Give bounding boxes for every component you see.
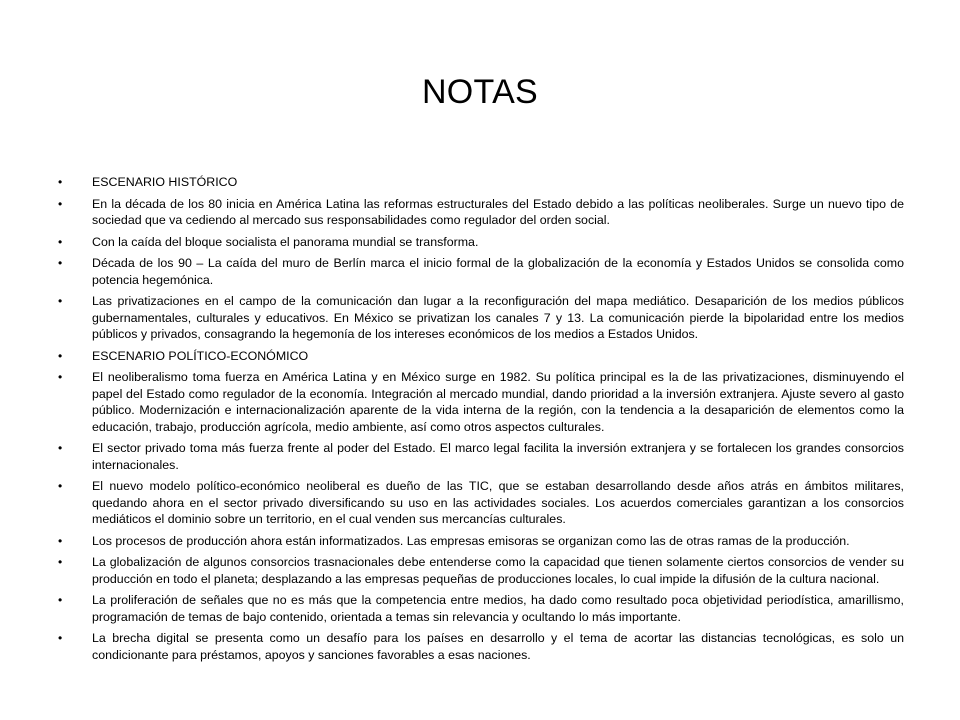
bullet-dot-icon: • bbox=[58, 555, 63, 569]
bullet-text: El nuevo modelo político-económico neoliberal es dueño de las TIC, que se estaban desarrollando desde años atrás en ámbitos militares, quedando ahora en el sector privado diversificando su uso en las actividades sociales. Los acuerdos comerciales garantizan a los consorcios mediáticos el dominio sobre un territorio, en el cual venden sus mercancías culturales. bbox=[92, 479, 904, 526]
bullet-item bbox=[58, 255, 904, 288]
bullet-text: El sector privado toma más fuerza frente al poder del Estado. El marco legal facilita la inversión extranjera y se fortalecen los grandes consorcios internacionales. bbox=[92, 441, 904, 472]
bullet-text: ESCENARIO POLÍTICO-ECONÓMICO bbox=[92, 348, 309, 363]
bullet-dot-icon: • bbox=[58, 441, 63, 455]
bullet-item bbox=[58, 234, 904, 251]
bullet-item bbox=[58, 369, 904, 435]
bullet-dot-icon: • bbox=[58, 631, 63, 645]
bullet-dot-icon: • bbox=[58, 370, 63, 384]
bullet-item bbox=[58, 592, 904, 625]
bullet-dot-icon: • bbox=[58, 196, 63, 211]
bullet-dot-icon: • bbox=[58, 234, 63, 249]
bullet-text: En la década de los 80 inicia en América Latina las reformas estructurales del Estado debido a las políticas neoliberales. Surge un nuevo tipo de sociedad que va cediendo al mercado sus responsabilidades como regulador del orden social. bbox=[92, 196, 904, 227]
bullet-dot-icon: • bbox=[58, 175, 63, 189]
bullet-text: ESCENARIO HISTÓRICO bbox=[92, 175, 238, 189]
bullet-item bbox=[58, 293, 904, 343]
bullet-item bbox=[58, 174, 904, 191]
bullet-item bbox=[58, 196, 904, 229]
bullet-text: Las privatizaciones en el campo de la comunicación dan lugar a la reconfiguración del mapa mediático. Desaparición de los medios públicos gubernamentales, culturales y educativos. En México se privatizan los canales 7 y 13. La comunicación pierde la bipolaridad entre los medios públicos y privados, consagrando la hegemonía de los intereses económicos de los medios a Estados Unidos. bbox=[92, 294, 904, 341]
bullet-dot-icon: • bbox=[58, 593, 63, 607]
bullet-dot-icon: • bbox=[58, 533, 63, 548]
bullet-dot-icon: • bbox=[58, 256, 63, 270]
bullet-text: La globalización de algunos consorcios trasnacionales debe entenderse como la capacidad que tienen solamente ciertos consorcios de vender su producción en todo el planeta; desplazando a las empresas pequeñas de producciones locales, lo cual impide la difusión de la cultura nacional. bbox=[92, 555, 904, 586]
bullet-text: La proliferación de señales que no es más que la competencia entre medios, ha dado como resultado poca objetividad periodística, amarillismo, programación de temas de bajo contenido, orientada a temas sin relevancia y ocultando lo más importante. bbox=[92, 593, 904, 624]
bullet-text: Década de los 90 – La caída del muro de Berlín marca el inicio formal de la globalización de la economía y Estados Unidos se consolida como potencia hegemónica. bbox=[92, 256, 904, 287]
bullet-item bbox=[58, 554, 904, 587]
bullet-text: Con la caída del bloque socialista el panorama mundial se transforma. bbox=[92, 234, 479, 249]
bullet-dot-icon: • bbox=[58, 348, 63, 363]
bullet-dot-icon: • bbox=[58, 479, 63, 493]
bullet-item bbox=[58, 440, 904, 473]
bullet-item bbox=[58, 348, 904, 365]
bullet-text: La brecha digital se presenta como un desafío para los países en desarrollo y el tema de acortar las distancias tecnológicas, es solo un condicionante para préstamos, apoyos y sanciones favorables a esas naciones. bbox=[92, 631, 904, 662]
bullet-item bbox=[58, 478, 904, 528]
bullet-item bbox=[58, 533, 904, 550]
bullet-list bbox=[58, 174, 904, 668]
bullet-text: El neoliberalismo toma fuerza en América Latina y en México surge en 1982. Su política principal es la de las privatizaciones, disminuyendo el papel del Estado como regulador de la economía. Integración al mercado mundial, dando prioridad a la inversión extranjera. Ajuste severo al gasto público. Modernización e internacionalización aparente de la vida interna de la región, con la tendencia a la desaparición de elementos como la educación, trabajo, producción agrícola, medio ambiente, así como otros aspectos culturales. bbox=[92, 370, 904, 434]
bullet-dot-icon: • bbox=[58, 294, 63, 308]
bullet-item bbox=[58, 630, 904, 663]
slide-title: NOTAS bbox=[421, 73, 539, 111]
bullet-text: Los procesos de producción ahora están informatizados. Las empresas emisoras se organizan como las de otras ramas de la producción. bbox=[92, 533, 850, 548]
